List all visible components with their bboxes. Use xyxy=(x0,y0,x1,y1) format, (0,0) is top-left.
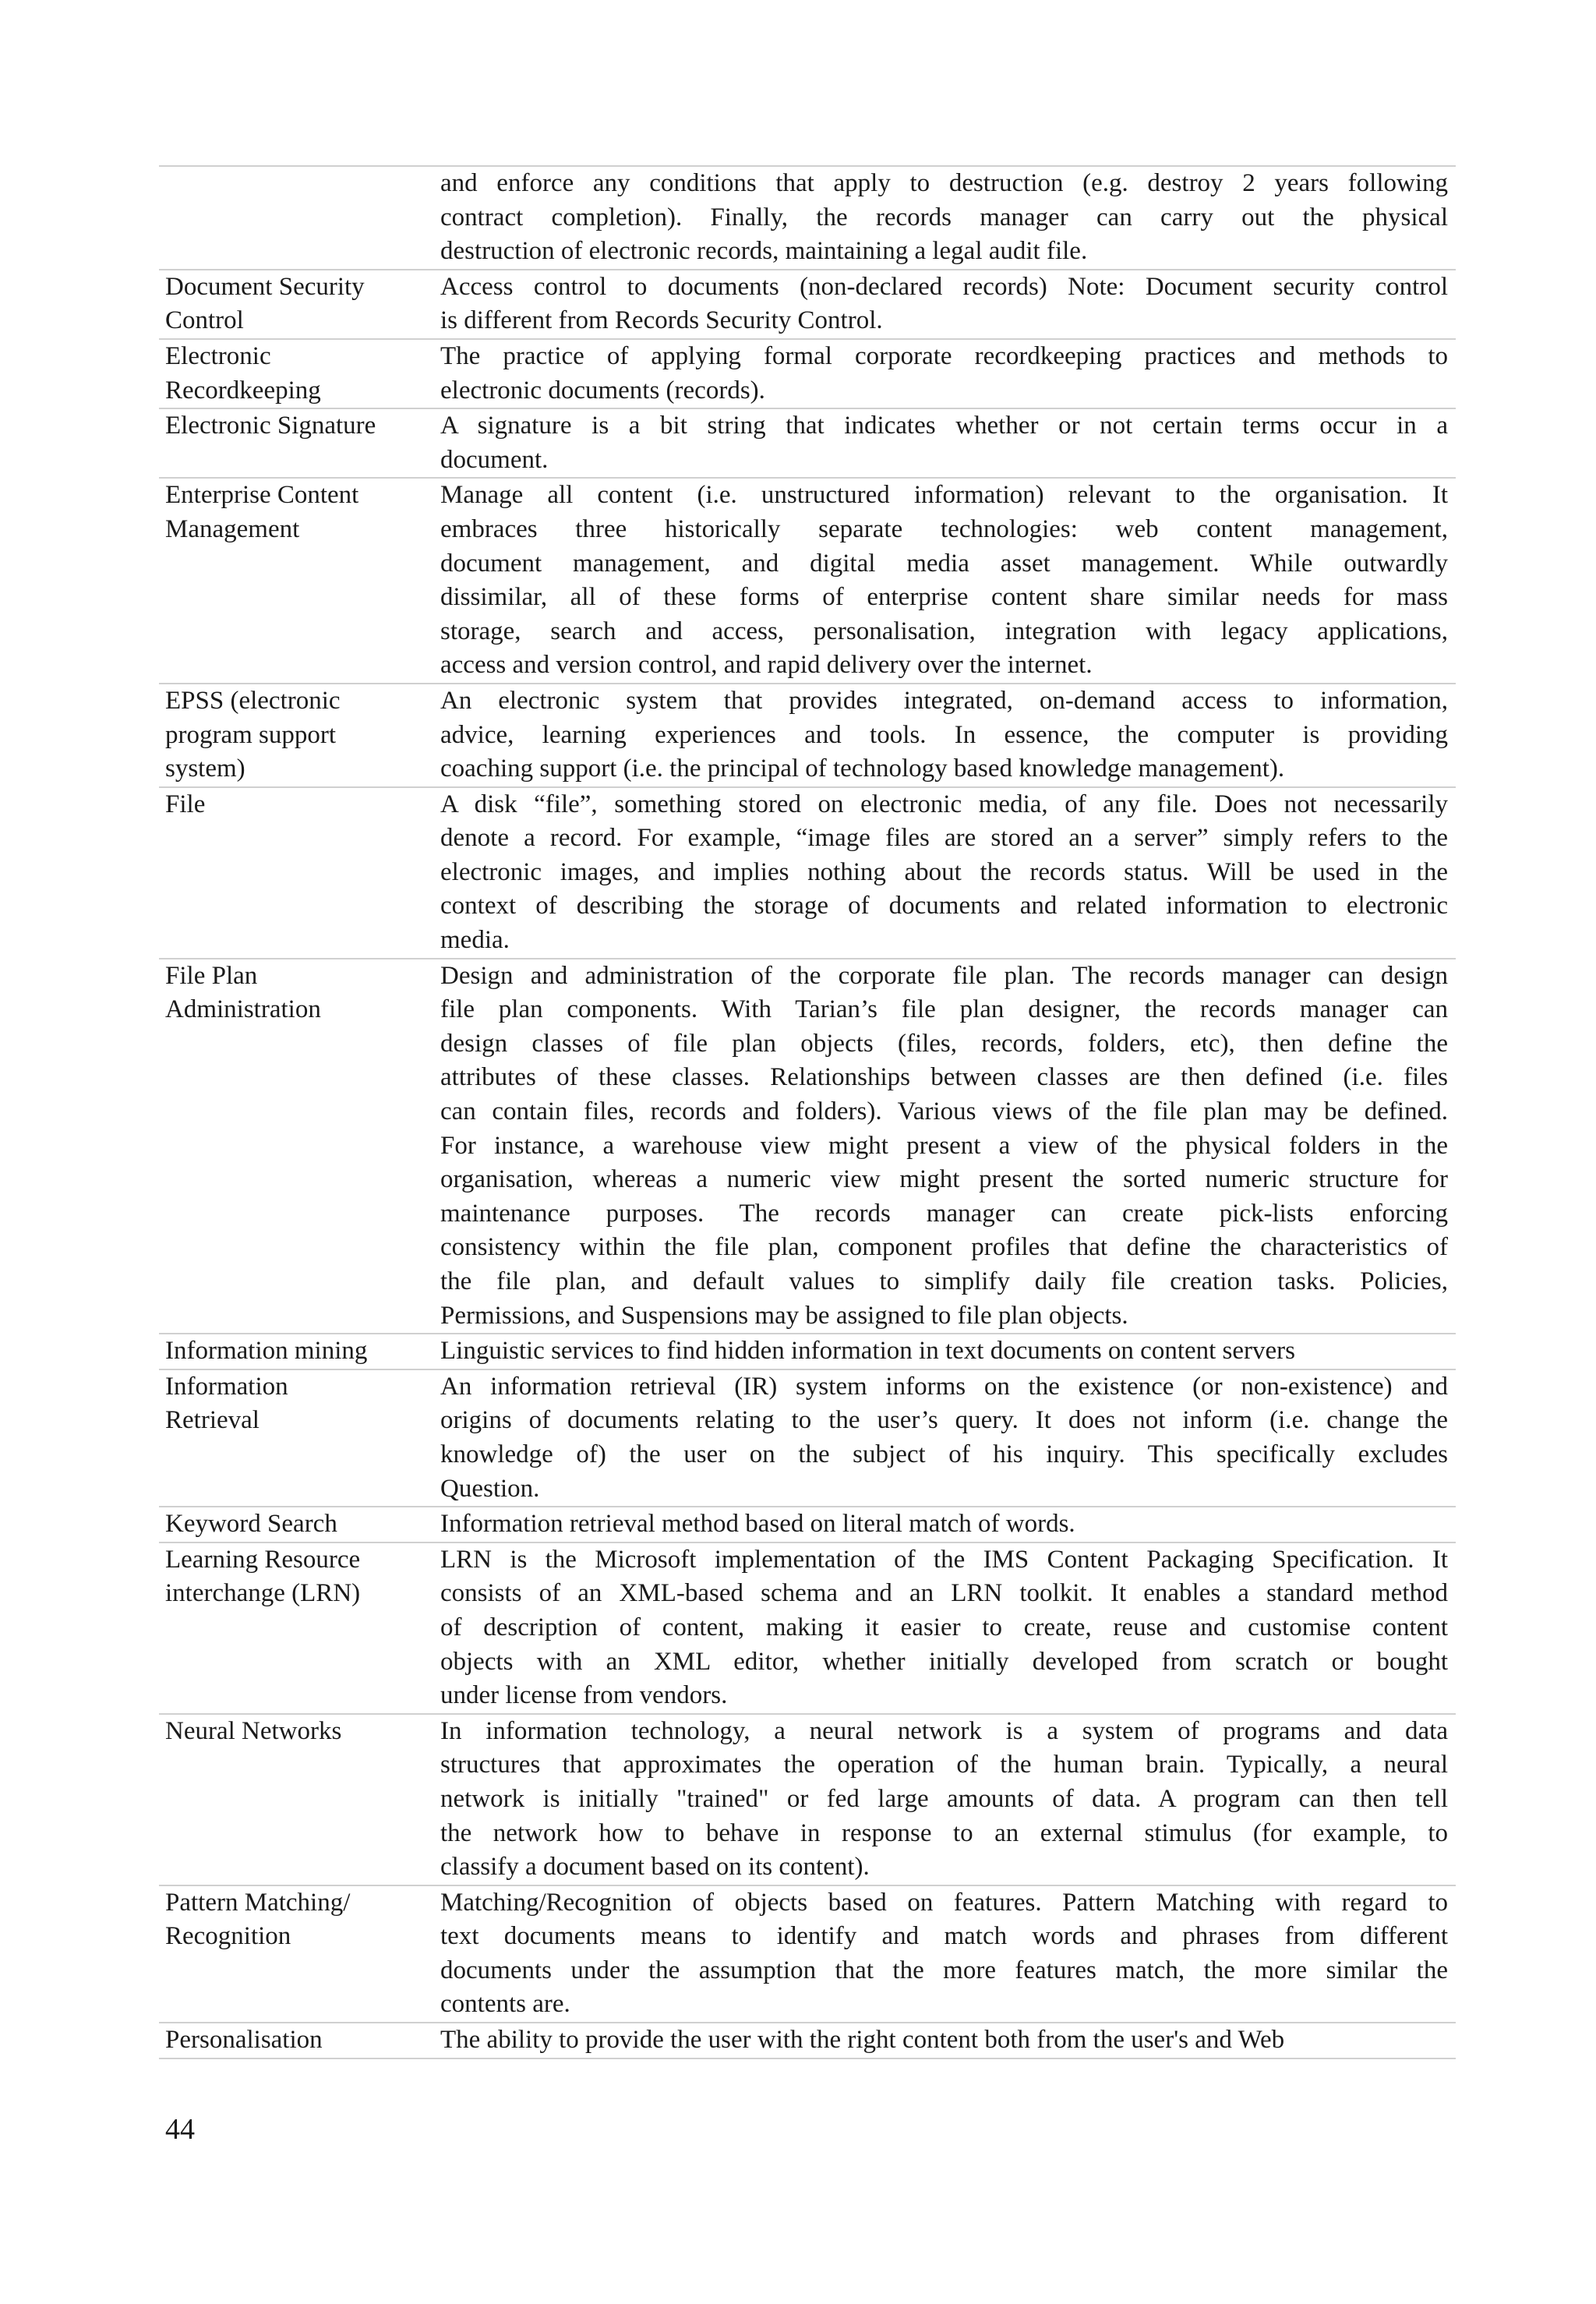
glossary-term xyxy=(159,339,440,408)
glossary-row xyxy=(159,166,1456,270)
glossary-row xyxy=(159,787,1456,959)
definition-line: An information retrieval (IR) system informs on the existence (or non-existence) and xyxy=(440,1372,1448,1401)
definition-line: Information retrieval method based on literal match of words. xyxy=(440,1510,1075,1539)
term-line: program support xyxy=(165,720,337,749)
term-line: Recognition xyxy=(165,1922,291,1951)
term-line: Learning Resource xyxy=(165,1545,361,1574)
definition-line: maintenance purposes. The records manager can create pick-lists enforcing xyxy=(440,1199,1448,1228)
term-line: File Plan xyxy=(165,961,258,990)
definition-line: Matching/Recognition of objects based on features. Pattern Matching with regard to xyxy=(440,1888,1448,1917)
term-line: Recordkeeping xyxy=(165,376,321,405)
definition-line: consists of an XML-based schema and an LRN toolkit. It enables a standard method xyxy=(440,1579,1448,1608)
page-number: 44 xyxy=(165,2113,195,2146)
definition-line: An electronic system that provides integrated, on-demand access to information, xyxy=(440,686,1448,715)
glossary-term xyxy=(159,1507,440,1542)
glossary-term xyxy=(159,1885,440,2023)
definition-line: Access control to documents (non-declared records) Note: Document security control xyxy=(440,272,1448,301)
term-line: interchange (LRN) xyxy=(165,1579,361,1608)
glossary-term xyxy=(159,166,440,270)
definition-line: The ability to provide the user with the right content both from the user's and Web xyxy=(440,2026,1285,2055)
glossary-term xyxy=(159,270,440,339)
term-line: Information xyxy=(165,1372,288,1401)
glossary-definition xyxy=(440,478,1456,684)
definition-line: destruction of electronic records, maintaining a legal audit file. xyxy=(440,237,1088,266)
glossary-row xyxy=(159,270,1456,339)
definition-line: storage, search and access, personalisation, integration with legacy applications, xyxy=(440,617,1448,645)
glossary-definition xyxy=(440,408,1456,478)
definition-line: media. xyxy=(440,926,510,955)
term-line: File xyxy=(165,790,206,818)
term-line: EPSS (electronic xyxy=(165,686,341,715)
glossary-row xyxy=(159,1714,1456,1885)
definition-line: of description of content, making it easier to create, reuse and customise content xyxy=(440,1613,1448,1641)
glossary-table xyxy=(159,165,1456,2059)
definition-line: is different from Records Security Control. xyxy=(440,306,883,335)
glossary-term xyxy=(159,478,440,684)
glossary-term xyxy=(159,787,440,959)
glossary-term xyxy=(159,684,440,787)
definition-line: document management, and digital media asset management. While outwardly xyxy=(440,549,1448,578)
definition-line: LRN is the Microsoft implementation of the IMS Content Packaging Specification. It xyxy=(440,1545,1448,1574)
definition-line: Design and administration of the corporate file plan. The records manager can design xyxy=(440,961,1448,990)
definition-line: and enforce any conditions that apply to destruction (e.g. destroy 2 years following xyxy=(440,169,1448,197)
glossary-row xyxy=(159,478,1456,684)
definition-line: can contain files, records and folders). Various views of the file plan may be defined. xyxy=(440,1097,1448,1126)
glossary-definition xyxy=(440,1369,1456,1507)
definition-line: advice, learning experiences and tools. In essence, the computer is providing xyxy=(440,720,1448,749)
glossary-definition xyxy=(440,270,1456,339)
glossary-definition xyxy=(440,1507,1456,1542)
definition-line: contents are. xyxy=(440,1990,570,2019)
glossary-term xyxy=(159,1714,440,1885)
term-line: Information mining xyxy=(165,1337,368,1366)
definition-line: access and version control, and rapid delivery over the internet. xyxy=(440,651,1093,680)
glossary-row xyxy=(159,684,1456,787)
definition-line: Manage all content (i.e. unstructured information) relevant to the organisation. It xyxy=(440,481,1448,510)
term-line: Control xyxy=(165,306,244,335)
definition-line: structures that approximates the operation of the human brain. Typically, a neural xyxy=(440,1751,1448,1779)
definition-line: the network how to behave in response to an external stimulus (for example, to xyxy=(440,1818,1448,1847)
term-line: Enterprise Content xyxy=(165,481,359,510)
glossary-row xyxy=(159,1885,1456,2023)
definition-line: consistency within the file plan, component profiles that define the characteristics of xyxy=(440,1233,1448,1262)
glossary-definition xyxy=(440,959,1456,1334)
term-line: Neural Networks xyxy=(165,1716,342,1745)
term-line: Management xyxy=(165,514,300,543)
definition-line: objects with an XML editor, whether initially developed from scratch or bought xyxy=(440,1647,1448,1676)
glossary-term xyxy=(159,408,440,478)
term-line: Document Security xyxy=(165,272,365,301)
definition-line: For instance, a warehouse view might present a view of the physical folders in the xyxy=(440,1131,1448,1160)
glossary-body xyxy=(159,166,1456,2058)
definition-line: the file plan, and default values to simplify daily file creation tasks. Policies, xyxy=(440,1267,1448,1295)
definition-line: denote a record. For example, “image files are stored an a server” simply refers to the xyxy=(440,824,1448,853)
term-line: Administration xyxy=(165,995,321,1024)
glossary-term xyxy=(159,2023,440,2058)
glossary-definition xyxy=(440,2023,1456,2058)
definition-line: attributes of these classes. Relationships between classes are then defined (i.e. files xyxy=(440,1063,1448,1092)
definition-line: The practice of applying formal corporate recordkeeping practices and methods to xyxy=(440,341,1448,370)
definition-line: contract completion). Finally, the records manager can carry out the physical xyxy=(440,203,1448,231)
definition-line: dissimilar, all of these forms of enterprise content share similar needs for mass xyxy=(440,583,1448,612)
definition-line: organisation, whereas a numeric view might present the sorted numeric structure for xyxy=(440,1165,1448,1194)
definition-line: text documents means to identify and match words and phrases from different xyxy=(440,1922,1448,1951)
definition-line: document. xyxy=(440,445,549,474)
term-line: Retrieval xyxy=(165,1406,260,1435)
definition-line: embraces three historically separate technologies: web content management, xyxy=(440,514,1448,543)
definition-line: Permissions, and Suspensions may be assigned to file plan objects. xyxy=(440,1301,1128,1330)
glossary-definition xyxy=(440,1714,1456,1885)
definition-line: Linguistic services to find hidden information in text documents on content servers xyxy=(440,1337,1296,1366)
glossary-row xyxy=(159,1542,1456,1714)
glossary-definition xyxy=(440,787,1456,959)
glossary-definition xyxy=(440,1542,1456,1714)
glossary-row xyxy=(159,2023,1456,2058)
glossary-row xyxy=(159,339,1456,408)
definition-line: coaching support (i.e. the principal of technology based knowledge management). xyxy=(440,754,1285,783)
glossary-term xyxy=(159,1334,440,1369)
definition-line: Question. xyxy=(440,1474,540,1503)
definition-line: electronic images, and implies nothing about the records status. Will be used in the xyxy=(440,857,1448,886)
definition-line: network is initially "trained" or fed large amounts of data. A program can then tell xyxy=(440,1784,1448,1813)
term-line: Electronic xyxy=(165,341,271,370)
glossary-row xyxy=(159,1507,1456,1542)
definition-line: knowledge of) the user on the subject of his inquiry. This specifically excludes xyxy=(440,1440,1448,1468)
definition-line: In information technology, a neural network is a system of programs and data xyxy=(440,1716,1448,1745)
term-line: system) xyxy=(165,754,245,783)
glossary-term xyxy=(159,1369,440,1507)
definition-line: A disk “file”, something stored on electronic media, of any file. Does not necessarily xyxy=(440,790,1448,818)
glossary-definition xyxy=(440,1885,1456,2023)
glossary-row xyxy=(159,408,1456,478)
definition-line: context of describing the storage of documents and related information to electronic xyxy=(440,892,1448,921)
definition-line: documents under the assumption that the more features match, the more similar the xyxy=(440,1956,1448,1984)
definition-line: origins of documents relating to the user’s query. It does not inform (i.e. change the xyxy=(440,1406,1448,1435)
term-line: Electronic Signature xyxy=(165,412,376,440)
definition-line: design classes of file plan objects (files, records, folders, etc), then define the xyxy=(440,1029,1448,1058)
definition-line: under license from vendors. xyxy=(440,1681,728,1710)
term-line: Personalisation xyxy=(165,2026,323,2055)
glossary-definition xyxy=(440,1334,1456,1369)
glossary-term xyxy=(159,959,440,1334)
definition-line: file plan components. With Tarian’s file plan designer, the records manager can xyxy=(440,995,1448,1024)
definition-line: electronic documents (records). xyxy=(440,376,765,405)
glossary-term xyxy=(159,1542,440,1714)
glossary-definition xyxy=(440,339,1456,408)
definition-line: A signature is a bit string that indicates whether or not certain terms occur in a xyxy=(440,412,1448,440)
glossary-row xyxy=(159,1369,1456,1507)
term-line: Pattern Matching/ xyxy=(165,1888,351,1917)
glossary-row xyxy=(159,959,1456,1334)
term-line: Keyword Search xyxy=(165,1510,337,1539)
glossary-row xyxy=(159,1334,1456,1369)
glossary-definition xyxy=(440,684,1456,787)
definition-line: classify a document based on its content). xyxy=(440,1853,870,1882)
glossary-definition xyxy=(440,166,1456,270)
